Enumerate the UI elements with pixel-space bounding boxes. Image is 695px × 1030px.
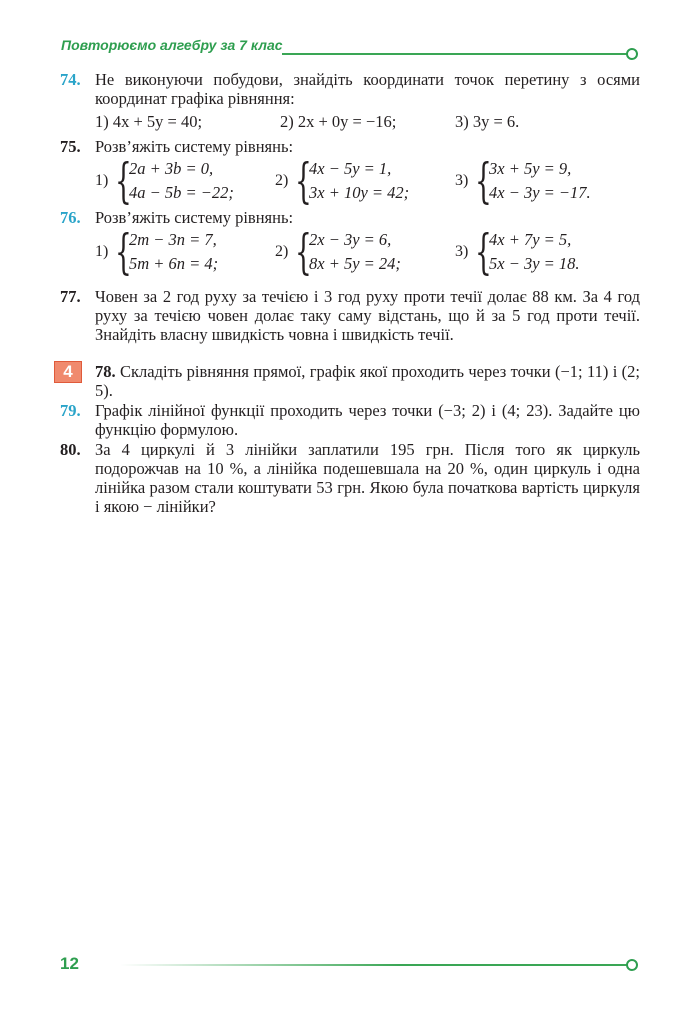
problem-74 [60, 70, 640, 134]
problem-number: 78. [95, 362, 116, 381]
difficulty-level-badge: 4 [54, 361, 82, 383]
footer-rule [120, 964, 628, 966]
header-circle-icon [626, 48, 638, 60]
brace-icon: { [475, 153, 492, 209]
footer-circle-icon [626, 959, 638, 971]
equation: 4x + 7y = 5, [489, 230, 572, 249]
equation: 2m − 3n = 7, [129, 230, 217, 249]
brace-icon: { [295, 153, 312, 209]
answer-options [95, 112, 640, 134]
system-label: 2) [275, 172, 289, 189]
system-label: 2) [275, 243, 289, 260]
equation: 5x − 3y = 18. [489, 254, 580, 273]
problem-77 [60, 287, 640, 344]
brace-icon: { [295, 224, 312, 280]
system-label: 1) [95, 243, 109, 260]
page-number: 12 [60, 954, 79, 973]
problem-text: Човен за 2 год руху за течією і 3 год руху проти течії долає 88 км. За 4 год руху за течією човен долає таку саму відстань, що й за 5 год проти течії. Знайдіть власну швидкість човна і швидкість течії. [95, 287, 640, 344]
problem-text: Не виконуючи побудови, знайдіть координати точок перетину з осями координат графіка рівняння: [95, 70, 640, 108]
equation-1: 1) 4x + 5y = 40; [95, 112, 203, 131]
chapter-title: Повторюємо алгебру за 7 клас [61, 37, 283, 53]
equation: 4x − 5y = 1, [309, 159, 392, 178]
problem-text: Графік лінійної функції проходить через точки (−3; 2) і (4; 23). Задайте цю функцію формулою. [95, 401, 640, 439]
systems-row [95, 224, 640, 280]
equation: 5m + 6n = 4; [129, 254, 219, 273]
systems-row [95, 153, 640, 209]
problem-body: Складіть рівняння прямої, графік якої проходить через точки (−1; 11) і (2; 5). [95, 362, 640, 400]
brace-icon: { [115, 224, 132, 280]
problem-number: 79. [60, 401, 81, 420]
header-rule [282, 53, 627, 55]
problem-79 [60, 401, 640, 439]
problem-text: Розв’яжіть систему рівнянь: [95, 208, 294, 227]
problem-75 [60, 137, 640, 207]
problem-number: 74. [60, 70, 81, 89]
brace-icon: { [115, 153, 132, 209]
equation: 3x + 10y = 42; [309, 183, 410, 202]
equation: 2x − 3y = 6, [309, 230, 392, 249]
problem-78 [60, 362, 640, 400]
equation: 2a + 3b = 0, [129, 159, 214, 178]
problem-76 [60, 208, 640, 278]
equation: 4a − 5b = −22; [129, 183, 234, 202]
equation: 4x − 3y = −17. [489, 183, 591, 202]
equation: 3x + 5y = 9, [489, 159, 572, 178]
equation: 8x + 5y = 24; [309, 254, 401, 273]
problem-text: Розв’яжіть систему рівнянь: [95, 137, 294, 156]
problem-number: 75. [60, 137, 81, 156]
system-label: 1) [95, 172, 109, 189]
system-label: 3) [455, 243, 469, 260]
equation-3: 3) 3y = 6. [455, 112, 520, 131]
problem-number: 80. [60, 440, 81, 459]
problem-number: 77. [60, 287, 81, 306]
problem-number: 76. [60, 208, 81, 227]
system-label: 3) [455, 172, 469, 189]
problem-80 [60, 440, 640, 516]
brace-icon: { [475, 224, 492, 280]
problem-text: За 4 циркулі й 3 лінійки заплатили 195 грн. Після того як циркуль подорожчав на 10 %, а лінійка подешевшала на 20 %, один циркуль і одна лінійка разом стали коштувати 53 грн. Якою була початкова вартість циркуля і якою − лінійки? [95, 440, 640, 516]
equation-2: 2) 2x + 0y = −16; [280, 112, 397, 131]
problem-text [95, 362, 640, 400]
